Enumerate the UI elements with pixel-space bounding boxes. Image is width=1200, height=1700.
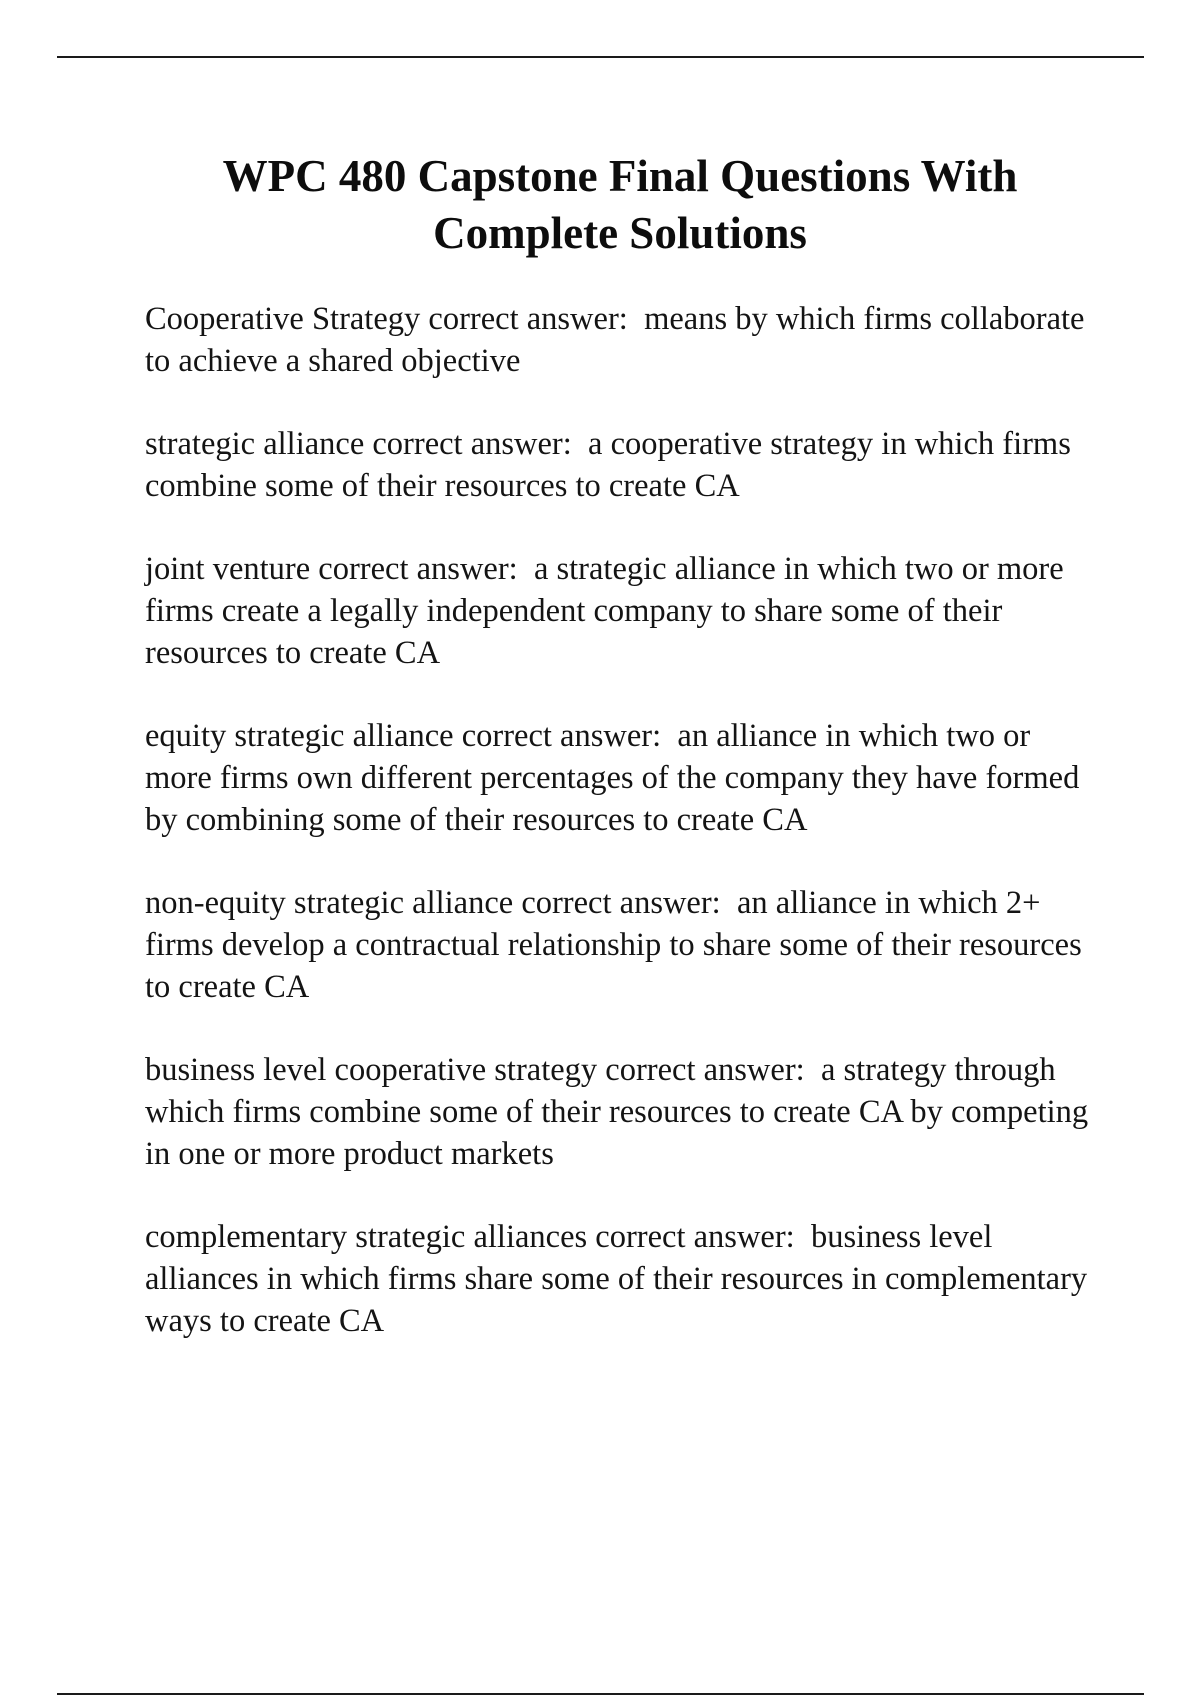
page-title — [120, 148, 1120, 262]
entry-definition: means by which firms collaborate to achieve a shared objective — [145, 301, 1085, 379]
title-line-2: Complete Solutions — [433, 208, 807, 258]
entry-separator: correct answer: — [420, 301, 645, 337]
entry-term: strategic alliance — [145, 426, 365, 462]
entry-term: business level cooperative strategy — [145, 1052, 598, 1088]
qa-entry — [145, 715, 1095, 841]
bottom-rule — [57, 1693, 1144, 1695]
entry-definition: an alliance in which two or more firms own different percentages of the company they have formed by combining some of their resources to create CA — [145, 718, 1080, 838]
entry-term: non-equity strategic alliance — [145, 885, 514, 921]
entry-term: complementary strategic alliances — [145, 1219, 588, 1255]
entry-definition: a strategy through which firms combine some of their resources to create CA by competing in one or more product markets — [145, 1052, 1089, 1172]
entry-term: equity strategic alliance — [145, 718, 454, 754]
entry-separator: correct answer: — [453, 718, 678, 754]
top-rule — [57, 56, 1144, 58]
entry-separator: correct answer: — [310, 551, 534, 587]
qa-entry — [145, 298, 1095, 382]
entry-definition: business level alliances in which firms share some of their resources in complementary ways to create CA — [145, 1219, 1088, 1339]
qa-entry — [145, 1049, 1095, 1175]
entry-definition: a strategic alliance in which two or more firms create a legally independent company to share some of their resources to create CA — [145, 551, 1064, 671]
entry-separator: correct answer: — [364, 426, 589, 462]
qa-entry — [145, 882, 1095, 1008]
qa-entry — [145, 1216, 1095, 1342]
title-line-1: WPC 480 Capstone Final Questions With — [222, 151, 1018, 201]
entry-separator: correct answer: — [597, 1052, 821, 1088]
entry-separator: correct answer: — [513, 885, 737, 921]
entry-term: Cooperative Strategy — [145, 301, 421, 337]
entry-term: joint venture — [145, 551, 311, 587]
entry-separator: correct answer: — [587, 1219, 811, 1255]
qa-list — [145, 298, 1095, 1383]
entry-definition: an alliance in which 2+ firms develop a contractual relationship to share some of their resources to create CA — [145, 885, 1082, 1005]
qa-entry — [145, 548, 1095, 674]
qa-entry — [145, 423, 1095, 507]
entry-definition: a cooperative strategy in which firms combine some of their resources to create CA — [145, 426, 1071, 504]
